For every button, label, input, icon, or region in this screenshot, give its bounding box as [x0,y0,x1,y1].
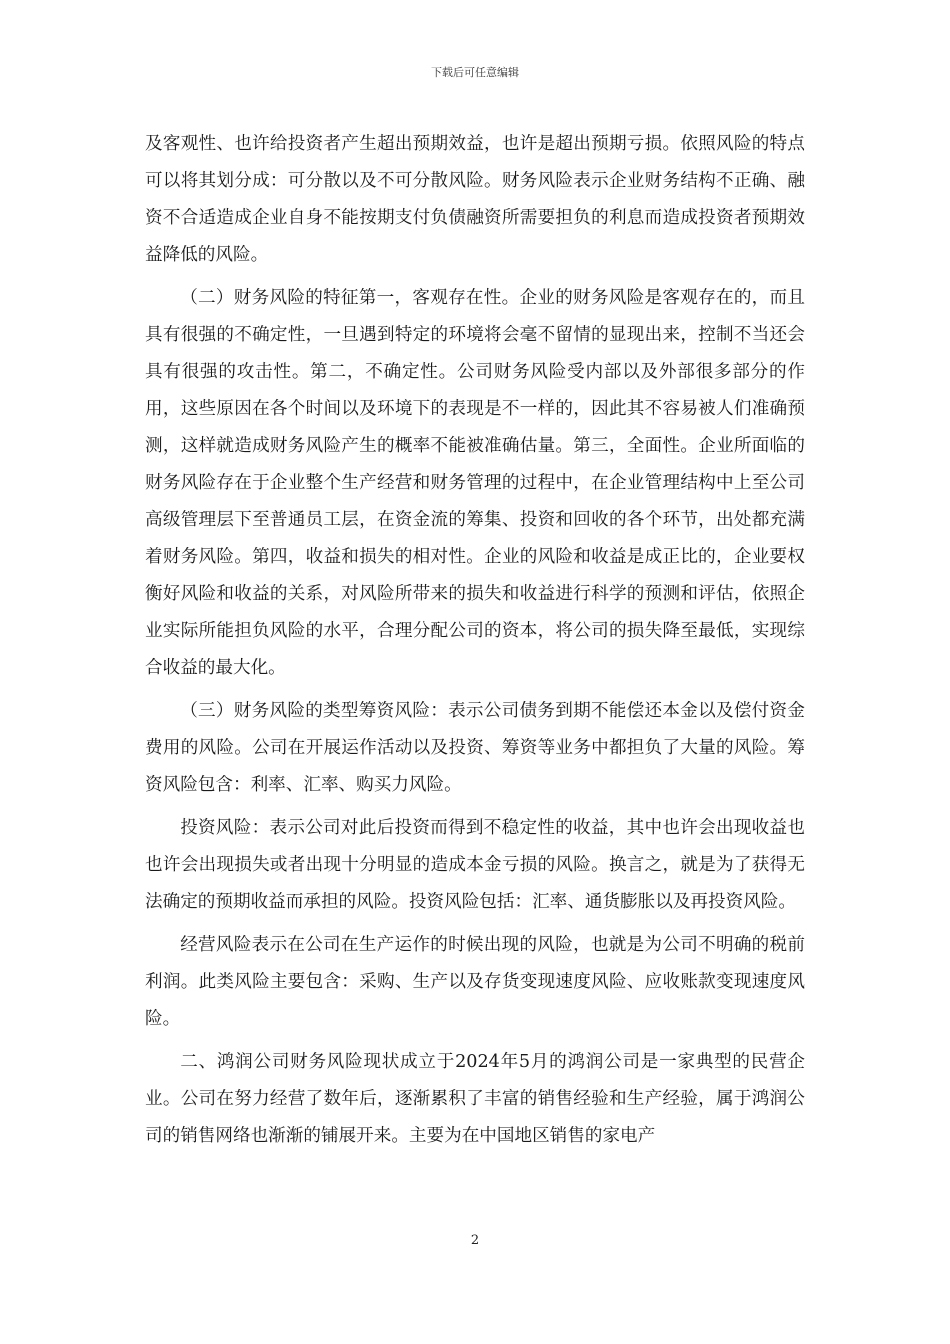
paragraph-investment-risk: 投资风险：表示公司对此后投资而得到不稳定性的收益，其中也许会出现收益也也许会出现损失或者出现十分明显的造成本金亏损的风险。换言之，就是为了获得无法确定的预期收益而承担的风险。投资风险包括：汇率、通货膨胀以及再投资风险。 [145,818,805,912]
paragraph-financial-risk-features: （二）财务风险的特征第一，客观存在性。企业的财务风险是客观存在的，而且具有很强的不确定性，一旦遇到特定的环境将会毫不留情的显现出来，控制不当还会具有很强的攻击性。第二，不确定性。公司财务风险受内部以及外部很多部分的作用，这些原因在各个时间以及环境下的表现是不一样的，因此其不容易被人们准确预测，这样就造成财务风险产生的概率不能被准确估量。第三，全面性。企业所面临的财务风险存在于企业整个生产经营和财务管理的过程中，在企业管理结构中上至公司高级管理层下至普通员工层，在资金流的筹集、投资和回收的各个环节，出处都充满着财务风险。第四，收益和损失的相对性。企业的风险和收益是成正比的，企业要权衡好风险和收益的关系，对风险所带来的损失和收益进行科学的预测和评估，依照企业实际所能担负风险的水平，合理分配公司的资本，将公司的损失降至最低，实现综合收益的最大化。 [145,288,805,678]
document-body [145,126,805,1161]
paragraph-continuation: 及客观性、也许给投资者产生超出预期效益，也许是超出预期亏损。依照风险的特点可以将其划分成：可分散以及不可分散风险。财务风险表示企业财务结构不正确、融资不合适造成企业自身不能按期支付负债融资所需要担负的利息而造成投资者预期效益降低的风险。 [145,134,805,265]
paragraph-company-status: 二、鸿润公司财务风险现状成立于2024年5月的鸿润公司是一家典型的民营企业。公司在努力经营了数年后，逐渐累积了丰富的销售经验和生产经验，属于鸿润公司的销售网络也渐渐的铺展开来。主要为在中国地区销售的家电产 [145,1052,805,1146]
paragraph-operating-risk: 经营风险表示在公司在生产运作的时候出现的风险，也就是为公司不明确的税前利润。此类风险主要包含：采购、生产以及存货变现速度风险、应收账款变现速度风险。 [145,935,805,1029]
paragraph-financial-risk-types: （三）财务风险的类型筹资风险：表示公司债务到期不能偿还本金以及偿付资金费用的风险。公司在开展运作活动以及投资、筹资等业务中都担负了大量的风险。筹资风险包含：利率、汇率、购买力风险。 [145,701,805,795]
page-number: 2 [470,1233,480,1248]
page-header: 下载后可任意编辑 [431,66,519,79]
